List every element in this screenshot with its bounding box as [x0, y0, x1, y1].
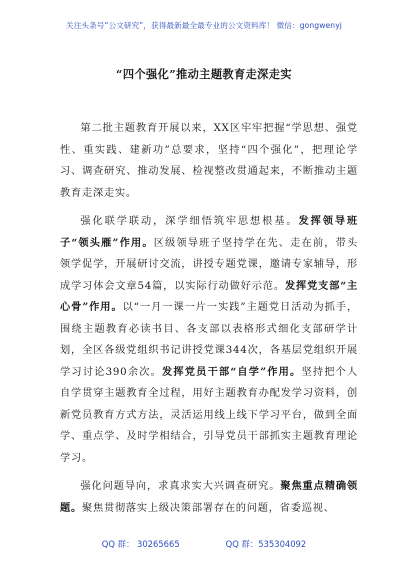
promo-banner: 关注头条号“公文研究”，获得最新最全最专业的公文资料库！ 微信：gongwenyj	[66, 21, 342, 30]
document-title: “四个强化”推动主题教育走深走实	[116, 67, 292, 81]
paragraph-text: 第二批主题教育开展以来，XX区牢牢把握“学思想、强党性、重实践、建新功”总要求，坚持“四个强化”，把理论学习、调查研究、推动发展、检视整改贯通起来，不断推动主题教育走深走实。	[60, 123, 358, 199]
paragraph-text: 强化问题导向，求真求实大兴调查研究。	[80, 481, 281, 492]
qq-group-1: QQ 群： 30265665	[101, 539, 180, 549]
bold-heading: 发挥领导班子“领头雁”作用。	[60, 215, 358, 249]
paragraph-text: 以“一月一课一片一实践”主题党日活动为抓手，围绕主题教育必读书目、各支部以表格形式细化支部研学计划，全区各级党组织书记讲授党课344次，各基层党组织开展学习讨论390余次。	[60, 302, 358, 378]
bold-heading: 聚焦重点精确领题。	[60, 480, 358, 514]
paragraph-text: 区级领导班子坚持学在先、走在前，带头领学促学，开展研讨交流，讲授专题党课，邀请专家辅导，形成学习体会文章54篇，以实际行动做好示范。	[60, 237, 358, 292]
footer-contact	[0, 538, 408, 550]
paragraph-text: 坚持把个人自学贯穿主题教育全过程，用好主题教育办配发学习资料，创新党员教育方式方法，灵活运用线上线下学习平台，做到全面学、重点学、及时学相结合，引导党员干部抓实主题教育理论学习。	[60, 366, 359, 464]
qq-group-2: QQ 群：535304092	[225, 539, 307, 549]
paragraph-text: 聚焦贯彻落实上级决策部署存在的问题，省委巡视、	[81, 502, 335, 514]
document-body	[60, 118, 358, 526]
paragraph-text: 强化联学联动，深学细悟筑牢思想根基。	[80, 216, 299, 227]
paragraph-intro	[60, 118, 358, 204]
bold-heading: 发挥党支部“主心骨”作用。	[60, 279, 359, 313]
paragraph-research	[60, 476, 358, 519]
bold-heading: 发挥党员干部“自学”作用。	[162, 365, 302, 378]
paragraph-study	[60, 211, 358, 469]
